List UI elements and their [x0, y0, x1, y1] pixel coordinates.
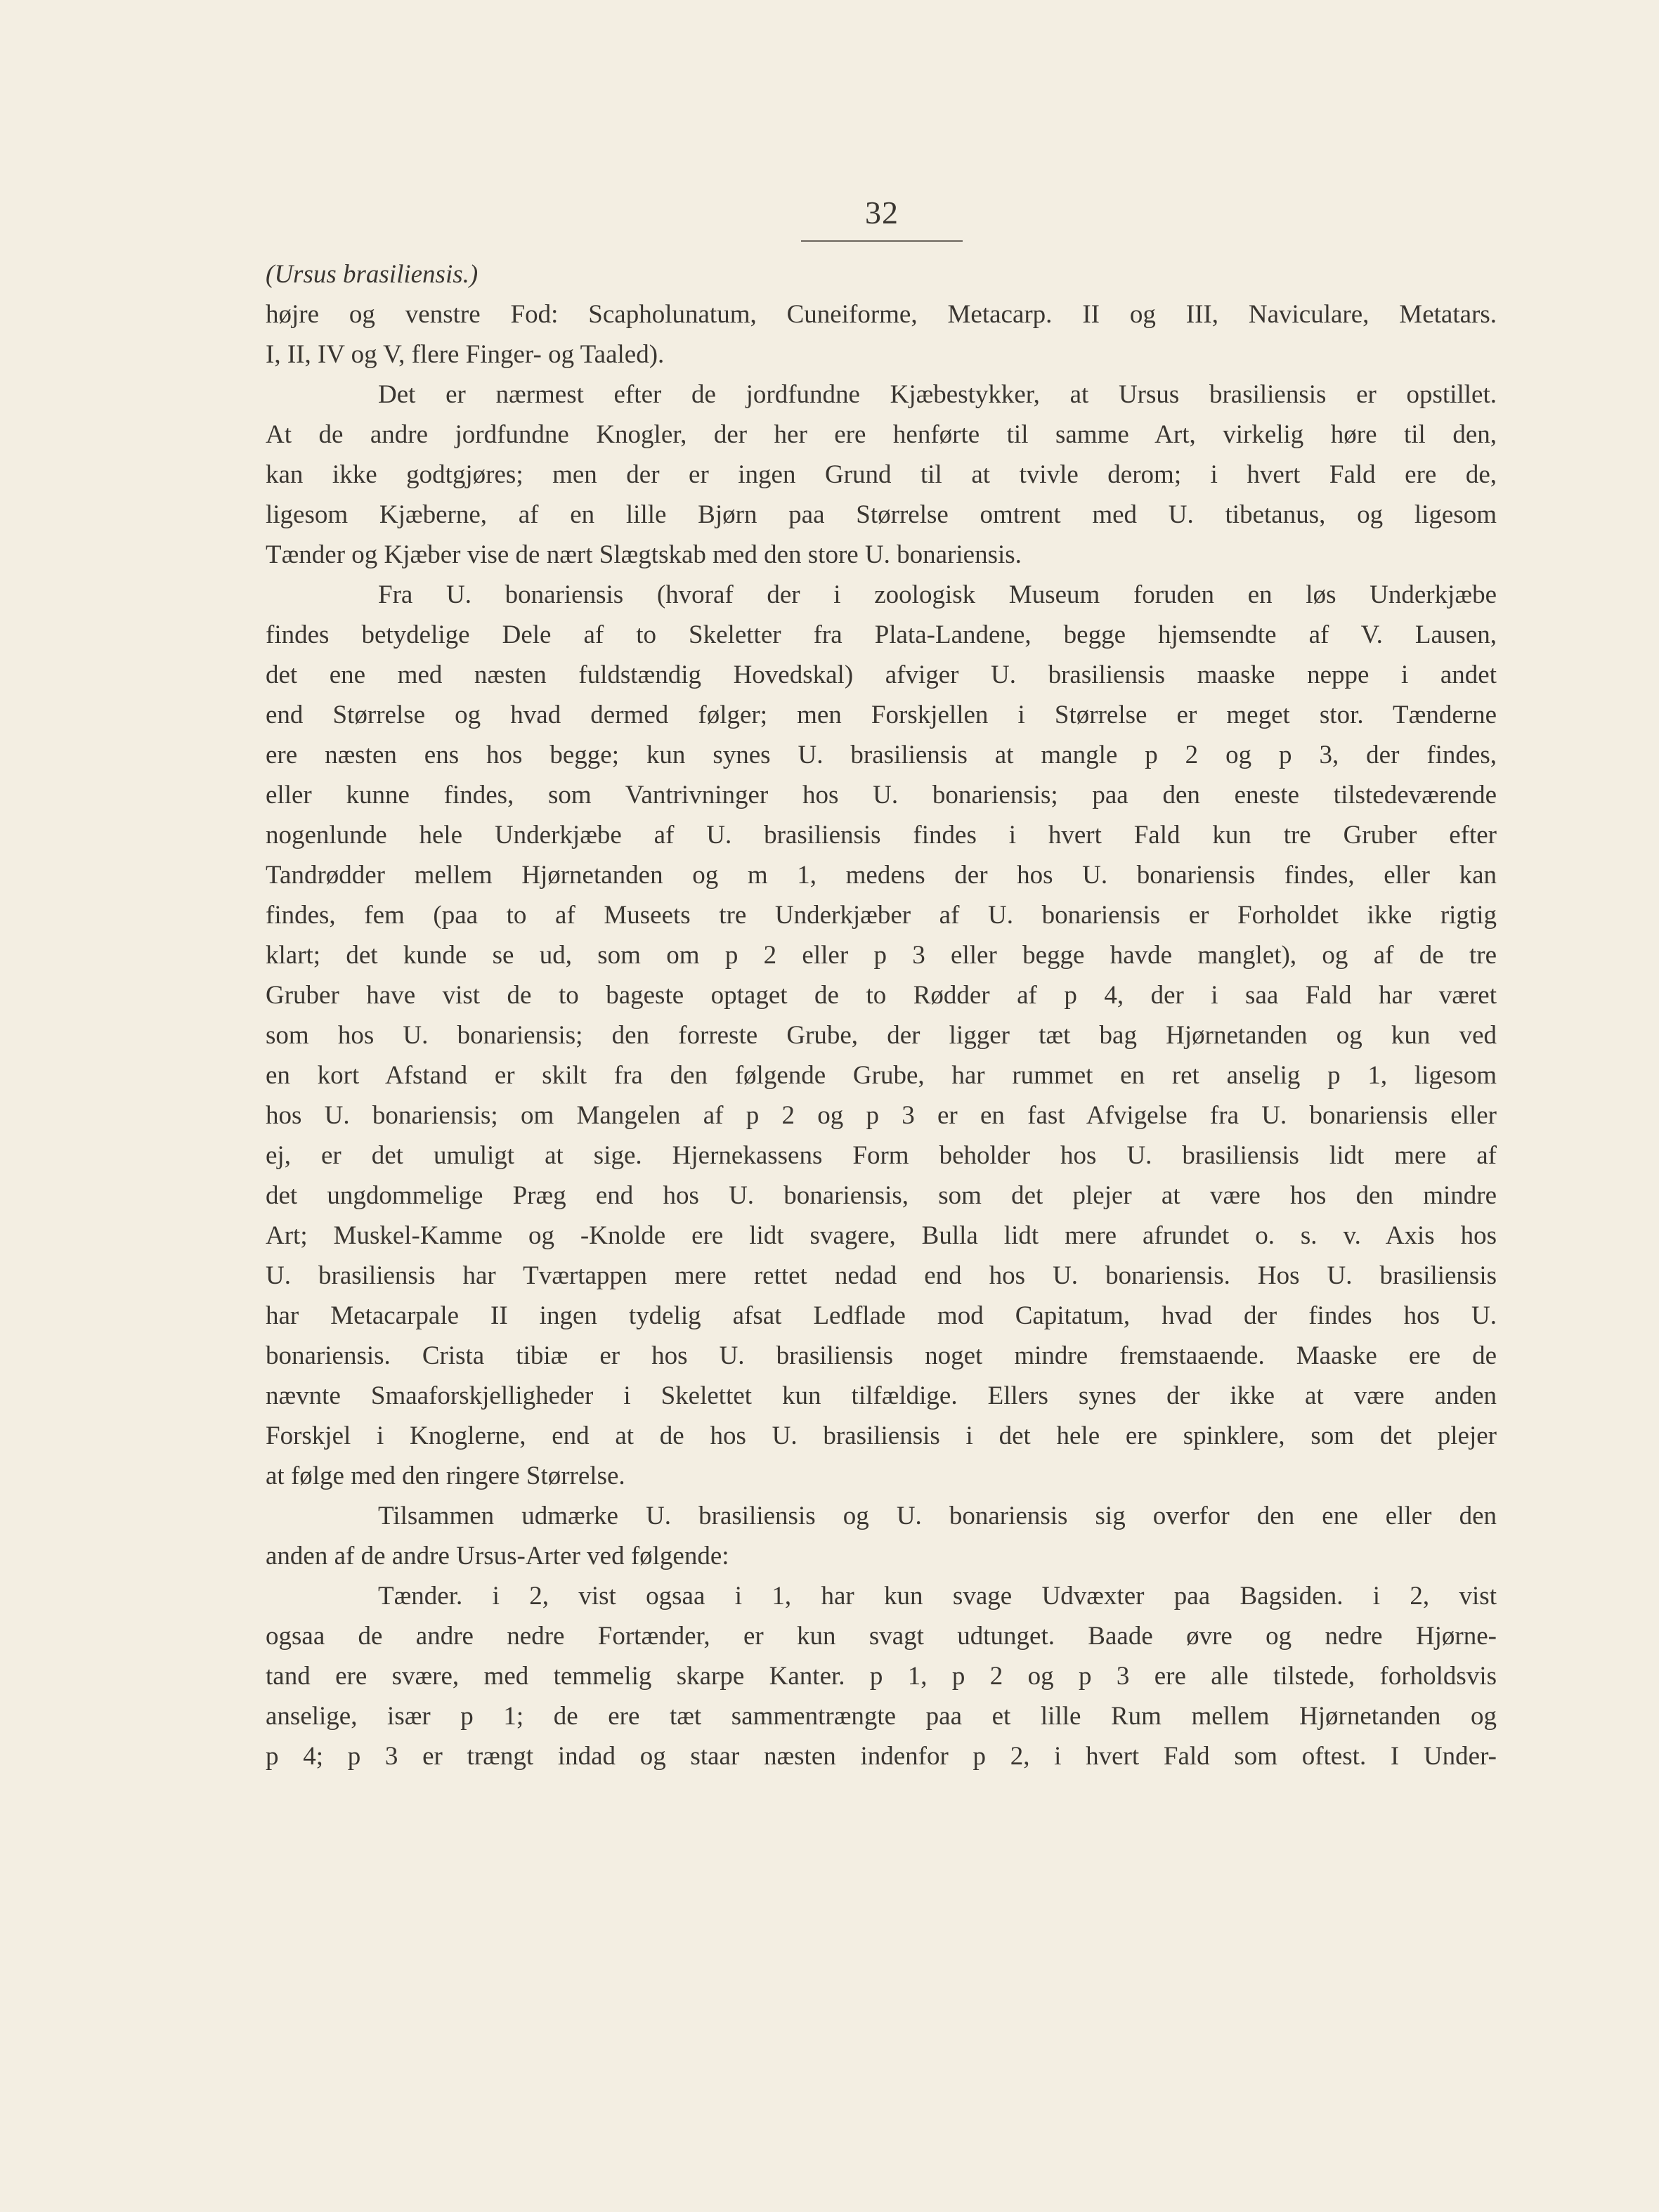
text-line: ogsaa de andre nedre Fortænder, er kun svagt udtunget. Baade øvre og nedre Hjørne-: [266, 1622, 1497, 1651]
text-line: Tilsammen udmærke U. brasiliensis og U. bonariensis sig overfor den ene eller den: [378, 1502, 1497, 1530]
text-line: tand ere svære, med temmelig skarpe Kanter. p 1, p 2 og p 3 ere alle tilstede, forholdsvis: [266, 1662, 1497, 1691]
text-line: Det er nærmest efter de jordfundne Kjæbestykker, at Ursus brasiliensis er opstillet.: [378, 380, 1497, 409]
page-number: 32: [865, 195, 899, 230]
text-line: ej, er det umuligt at sige. Hjernekassens Form beholder hos U. brasiliensis lidt mere af: [266, 1141, 1497, 1170]
text-line: nogenlunde hele Underkjæbe af U. brasiliensis findes i hvert Fald kun tre Gruber efter: [266, 821, 1497, 850]
text-line: en kort Afstand er skilt fra den følgende Grube, har rummet en ret anselig p 1, ligesom: [266, 1061, 1497, 1090]
text-line: ere næsten ens hos begge; kun synes U. brasiliensis at mangle p 2 og p 3, der findes,: [266, 741, 1497, 769]
text-line: Tandrødder mellem Hjørnetanden og m 1, medens der hos U. bonariensis findes, eller kan: [266, 861, 1497, 890]
text-line: nævnte Smaaforskjelligheder i Skelettet kun tilfældige. Ellers synes der ikke at være anden: [266, 1381, 1497, 1410]
text-line: Art; Muskel-Kamme og -Knolde ere lidt svagere, Bulla lidt mere afrundet o. s. v. Axis hos: [266, 1221, 1497, 1250]
text-line: anden af de andre Ursus-Arter ved følgende:: [266, 1542, 729, 1570]
text-line: kan ikke godtgjøres; men der er ingen Grund til at tvivle derom; i hvert Fald ere de,: [266, 460, 1497, 489]
text-line: højre og venstre Fod: Scapholunatum, Cuneiforme, Metacarp. II og III, Naviculare, Metatars.: [266, 300, 1497, 329]
text-line: anselige, især p 1; de ere tæt sammentrængte paa et lille Rum mellem Hjørnetanden og: [266, 1702, 1497, 1731]
text-line: bonariensis. Crista tibiæ er hos U. brasiliensis noget mindre fremstaaende. Maaske ere de: [266, 1341, 1497, 1370]
page-number-rule: [801, 240, 963, 242]
text-line: ligesom Kjæberne, af en lille Bjørn paa Størrelse omtrent med U. tibetanus, og ligesom: [266, 500, 1497, 529]
text-line: Tænder. i 2, vist ogsaa i 1, har kun svage Udvæxter paa Bagsiden. i 2, vist: [378, 1582, 1497, 1611]
section-header: (Ursus brasiliensis.): [266, 260, 479, 289]
text-line: findes, fem (paa to af Museets tre Underkjæber af U. bonariensis er Forholdet ikke rigtig: [266, 901, 1497, 930]
text-line: findes betydelige Dele af to Skeletter fra Plata-Landene, begge hjemsendte af V. Lausen,: [266, 620, 1497, 649]
text-line: At de andre jordfundne Knogler, der her ere henførte til samme Art, virkelig høre til den,: [266, 420, 1497, 449]
body-text: [266, 254, 1497, 1776]
text-line: end Størrelse og hvad dermed følger; men Forskjellen i Størrelse er meget stor. Tænderne: [266, 701, 1497, 729]
text-line: klart; det kunde se ud, som om p 2 eller p 3 eller begge havde manglet), og af de tre: [266, 941, 1497, 970]
text-line: I, II, IV og V, flere Finger- og Taaled).: [266, 340, 665, 369]
text-line: har Metacarpale II ingen tydelig afsat Ledflade mod Capitatum, hvad der findes hos U.: [266, 1301, 1497, 1330]
text-line: Tænder og Kjæber vise de nært Slægtskab med den store U. bonariensis.: [266, 540, 1022, 569]
text-line: U. brasiliensis har Tværtappen mere rettet nedad end hos U. bonariensis. Hos U. brasiliensis: [266, 1261, 1497, 1290]
text-line: at følge med den ringere Størrelse.: [266, 1462, 625, 1490]
text-line: Fra U. bonariensis (hvoraf der i zoologisk Museum foruden en løs Underkjæbe: [378, 580, 1497, 609]
text-line: eller kunne findes, som Vantrivninger hos U. bonariensis; paa den eneste tilstedeværende: [266, 781, 1497, 809]
text-line: p 4; p 3 er trængt indad og staar næsten indenfor p 2, i hvert Fald som oftest. I Under-: [266, 1742, 1497, 1771]
text-line: det ene med næsten fuldstændig Hovedskal) afviger U. brasiliensis maaske neppe i andet: [266, 661, 1497, 689]
text-line: Forskjel i Knoglerne, end at de hos U. brasiliensis i det hele ere spinklere, som det plejer: [266, 1421, 1497, 1450]
text-line: som hos U. bonariensis; den forreste Grube, der ligger tæt bag Hjørnetanden og kun ved: [266, 1021, 1497, 1050]
text-line: Gruber have vist de to bageste optaget de to Rødder af p 4, der i saa Fald har været: [266, 981, 1497, 1010]
text-line: det ungdommelige Præg end hos U. bonariensis, som det plejer at være hos den mindre: [266, 1181, 1497, 1210]
text-line: hos U. bonariensis; om Mangelen af p 2 og p 3 er en fast Afvigelse fra U. bonariensis eller: [266, 1101, 1497, 1130]
page-number-block: [801, 194, 963, 231]
